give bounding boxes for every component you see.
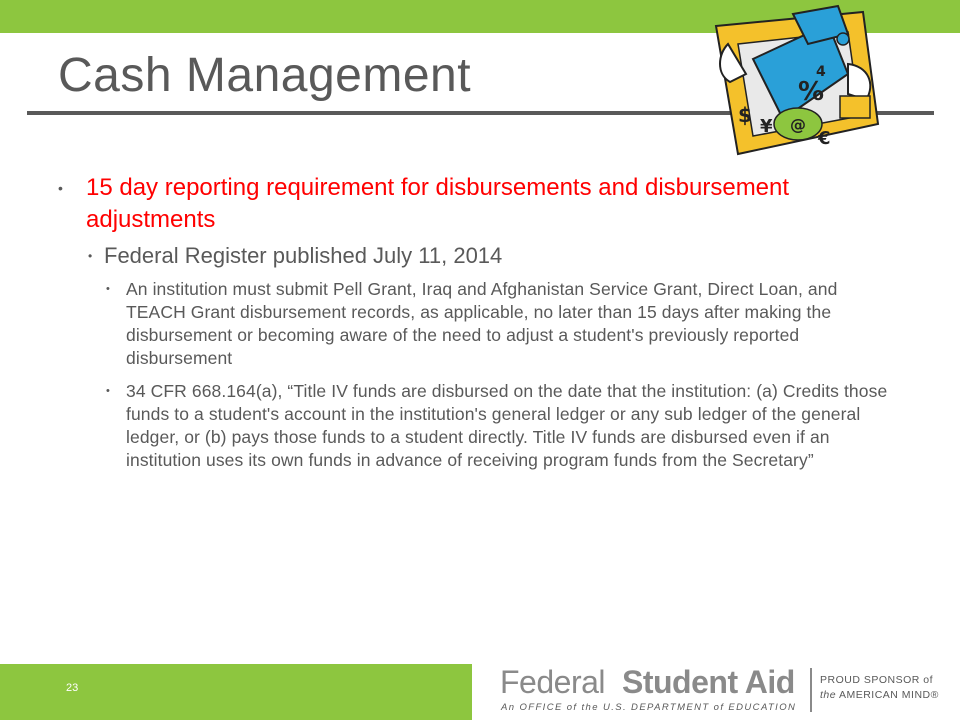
page-number: 23 bbox=[66, 682, 79, 694]
bullet-level2-text: Federal Register published July 11, 2014 bbox=[104, 243, 503, 268]
bullet-level3-item bbox=[58, 278, 898, 370]
bullet-dot-icon: • bbox=[106, 283, 110, 295]
bullet-level1-text: 15 day reporting requirement for disbursements and disbursement adjustments bbox=[86, 174, 790, 233]
registered-mark: ® bbox=[930, 689, 939, 701]
clipart-symbol-yen: ¥ bbox=[760, 116, 773, 137]
clipart-symbol-at: @ bbox=[790, 115, 806, 134]
sponsor-line-2-main: AMERICAN MIND bbox=[838, 689, 931, 701]
logo-word-student-aid: Student Aid bbox=[622, 664, 795, 700]
clipart-symbol-dollar: $ bbox=[738, 103, 752, 127]
bullet-level2 bbox=[58, 242, 898, 270]
bullet-level1 bbox=[58, 172, 898, 236]
logo-word-federal: Federal bbox=[500, 664, 605, 700]
sponsor-line-2-the: the bbox=[820, 689, 837, 701]
clipart-symbol-four: 4 bbox=[816, 64, 826, 80]
bullet-dot-icon: • bbox=[88, 249, 93, 263]
logo-divider bbox=[810, 668, 812, 712]
federal-student-aid-logo bbox=[500, 664, 950, 714]
sponsor-line-2 bbox=[820, 689, 939, 701]
clipart-symbol-percent: % bbox=[798, 77, 825, 107]
bullet-level3-text: 34 CFR 668.164(a), “Title IV funds are disbursed on the date that the institution: (a) Credits those funds to a student's account in the institution's general ledger or any sub ledger of the general ledger, or (b) pays those funds to a student directly. Title IV funds are disbursed even if an institution uses its own funds in advance of receiving program funds from the Secretary” bbox=[126, 381, 888, 470]
logo-tagline: An OFFICE of the U.S. DEPARTMENT of EDUCATION bbox=[501, 702, 797, 713]
bullet-level3-item bbox=[58, 380, 898, 472]
bullet-dot-icon: • bbox=[58, 180, 63, 196]
bullet-dot-icon: • bbox=[106, 385, 110, 397]
sponsor-line-1: PROUD SPONSOR of bbox=[820, 674, 934, 686]
slide-content bbox=[58, 172, 898, 482]
slide-title: Cash Management bbox=[58, 49, 472, 102]
clipart-symbol-euro: € bbox=[818, 128, 831, 149]
money-clipart-icon bbox=[698, 4, 886, 160]
bullet-level3-text: An institution must submit Pell Grant, Iraq and Afghanistan Service Grant, Direct Loan, and TEACH Grant disbursement records, as applicable, no later than 15 days after making the disbursement or becoming aware of the need to adjust a student's previously reported disbursement bbox=[126, 279, 838, 368]
